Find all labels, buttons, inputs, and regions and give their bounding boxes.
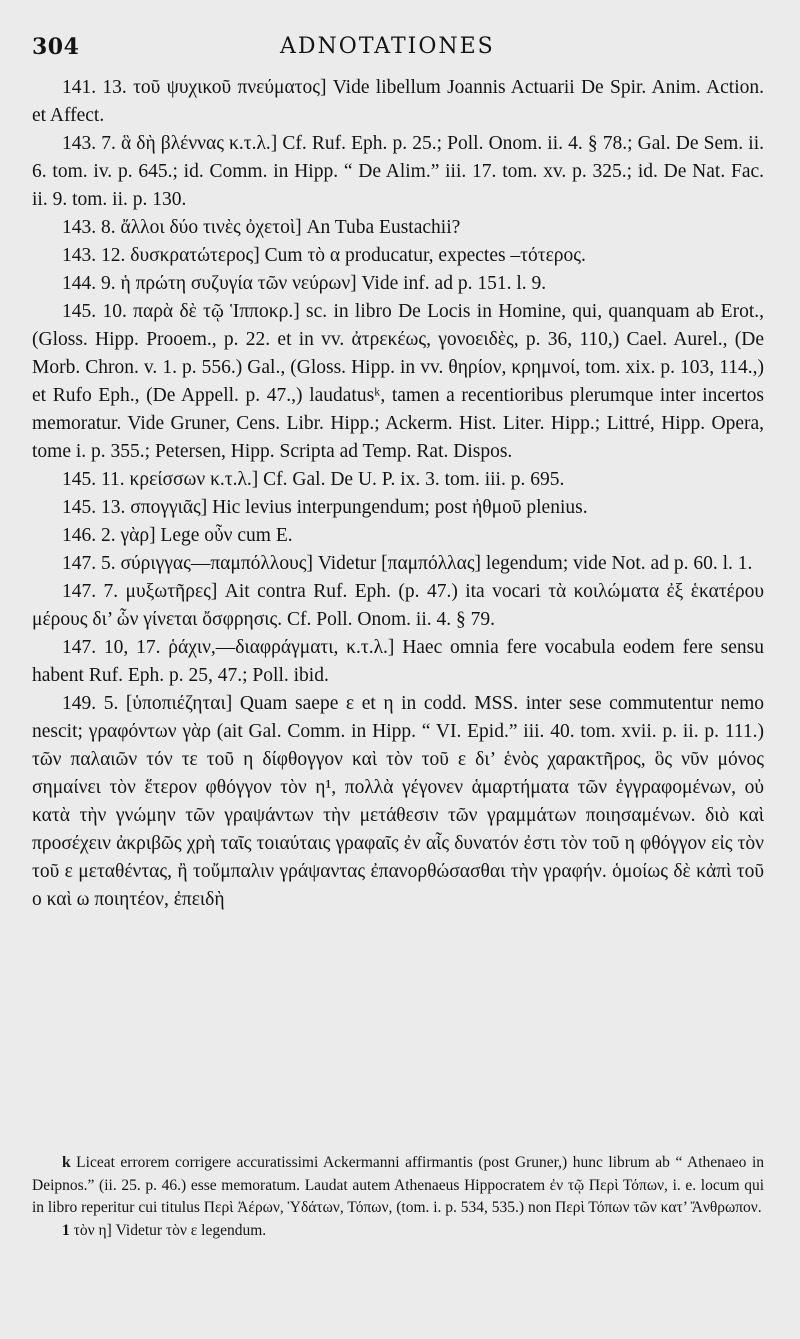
annotation-entry: 145. 13. σπογγιᾶς] Hic levius interpungendum; post ἠθμοῦ plenius. [62,497,588,518]
annotation-entry: 149. 5. [ὑποπιέζηται] Quam saepe ε et η in codd. MSS. inter sese commutentur nemo nescit; γραφόντων γὰρ (ait Gal. Comm. in Hipp. “ VI. Epid.” iii. 40. tom. xvii. p. ii. p. 111.) τῶν παλαιῶν τόν τε τοῦ η δίφθογγον καὶ τὸν τοῦ ε δι’ ἑνὸς χαρακτῆρος, ὃς νῦν μόνος σημαίνει τὸν ἕτερον φθόγγον τὸν η¹, πολλὰ γέγονεν ἁμαρτήματα τῶν ἐγγραφομένων, οὐ κατὰ τὴν γνώμην τῶν γραψάντων τὴν μετάθεσιν τῶν γραμμάτων ποιησαμένων. διὸ καὶ προσέχειν ἀκριβῶς χρὴ ταῖς τοιαύταις γραφαῖς ἐν αἷς δυνατόν ἐστι τὸν τοῦ η φθόγγον εἰς τὸν τοῦ ε μεταθέντας, ἢ τοὔμπαλιν γράψαντας ἐπανορθώσασθαι τὴν γραφήν. ὁμοίως δὲ κἀπὶ τοῦ ο καὶ ω ποιητέον, ἐπειδὴ [32,693,764,910]
footnote-text: τὸν η] Videtur τὸν ε legendum. [73,1221,267,1239]
annotation-entry: 141. 13. τοῦ ψυχικοῦ πνεύματος] Vide libellum Joannis Actuarii De Spir. Anim. Action. et Affect. [32,77,764,126]
annotation-entry: 147. 10, 17. ῥάχιν,—διαφράγματι, κ.τ.λ.] Haec omnia fere vocabula eodem fere sensu habent Ruf. Eph. p. 25, 47.; Poll. ibid. [32,637,764,686]
annotation-entry: 143. 8. ἄλλοι δύο τινὲς ὀχετοὶ] An Tuba Eustachii? [62,217,461,238]
footnote [32,1152,764,1220]
annotation-entry: 143. 12. δυσκρατώτερος] Cum τὸ α producatur, expectes –τότερος. [62,245,586,266]
page-header [32,30,764,70]
annotation-entry: 146. 2. γὰρ] Lege οὖν cum E. [62,525,293,546]
annotations-body [32,74,764,914]
running-title: ADNOTATIONES [280,34,495,59]
footnote-text: Liceat errorem corrigere accuratissimi Ackermanni affirmantis (post Gruner,) hunc librum ab “ Athenaeo in Deipnos.” (ii. 25. p. 46.) esse memoratum. Laudat autem Athenaeus Hippocratem ἐν τῷ Περὶ Τόπων, i. e. locum qui in libro reperitur cui titulus Περὶ Ἀέρων, Ὑδάτων, Τόπων, (tom. i. p. 534, 535.) non Περὶ Τόπων τῶν κατ’ Ἄνθρωπον. [32,1154,765,1216]
annotation-entry: 143. 7. ἃ δὴ βλέννας κ.τ.λ.] Cf. Ruf. Eph. p. 25.; Poll. Onom. ii. 4. § 78.; Gal. De Sem. ii. 6. tom. iv. p. 645.; id. Comm. in Hipp. “ De Alim.” iii. 17. tom. xv. p. 325.; id. De Nat. Fac. ii. 9. tom. ii. p. 130. [32,133,764,210]
footnote [32,1220,764,1243]
annotation-entry: 147. 5. σύριγγας—παμπόλλους] Videtur [παμπόλλας] legendum; vide Not. ad p. 60. l. 1. [62,553,753,574]
page-number: 304 [32,34,80,60]
annotation-entry: 147. 7. μυξωτῆρες] Ait contra Ruf. Eph. (p. 47.) ita vocari τὰ κοιλώματα ἐξ ἑκατέρου μέρους δι’ ὧν γίνεται ὄσφρησις. Cf. Poll. Onom. ii. 4. § 79. [32,581,764,630]
annotation-entry: 145. 10. παρὰ δὲ τῷ Ἱπποκρ.] sc. in libro De Locis in Homine, qui, quanquam ab Erot., (Gloss. Hipp. Prooem., p. 22. et in vv. ἀτρεκέως, γονοειδὲς, p. 36, 110,) Cael. Aurel., (De Morb. Chron. v. 1. p. 556.) Gal., (Gloss. Hipp. in vv. θηρίον, κρημνοί, tom. xix. p. 103, 114.,) et Rufo Eph., (De Appell. p. 47.,) laudatusᵏ, tamen a recentioribus plerumque inter incertos memoratur. Vide Gruner, Cens. Libr. Hipp.; Ackerm. Hist. Liter. Hipp.; Littré, Hipp. Opera, tome i. p. 355.; Petersen, Hipp. Scripta ad Temp. Rat. Dispos. [32,301,764,462]
annotation-entry: 145. 11. κρείσσων κ.τ.λ.] Cf. Gal. De U. P. ix. 3. tom. iii. p. 695. [62,469,565,490]
footnotes [32,1152,764,1242]
footnote-mark: k [62,1154,71,1171]
footnote-mark: 1 [62,1221,70,1239]
annotation-entry: 144. 9. ἡ πρώτη συζυγία τῶν νεύρων] Vide inf. ad p. 151. l. 9. [62,273,547,294]
